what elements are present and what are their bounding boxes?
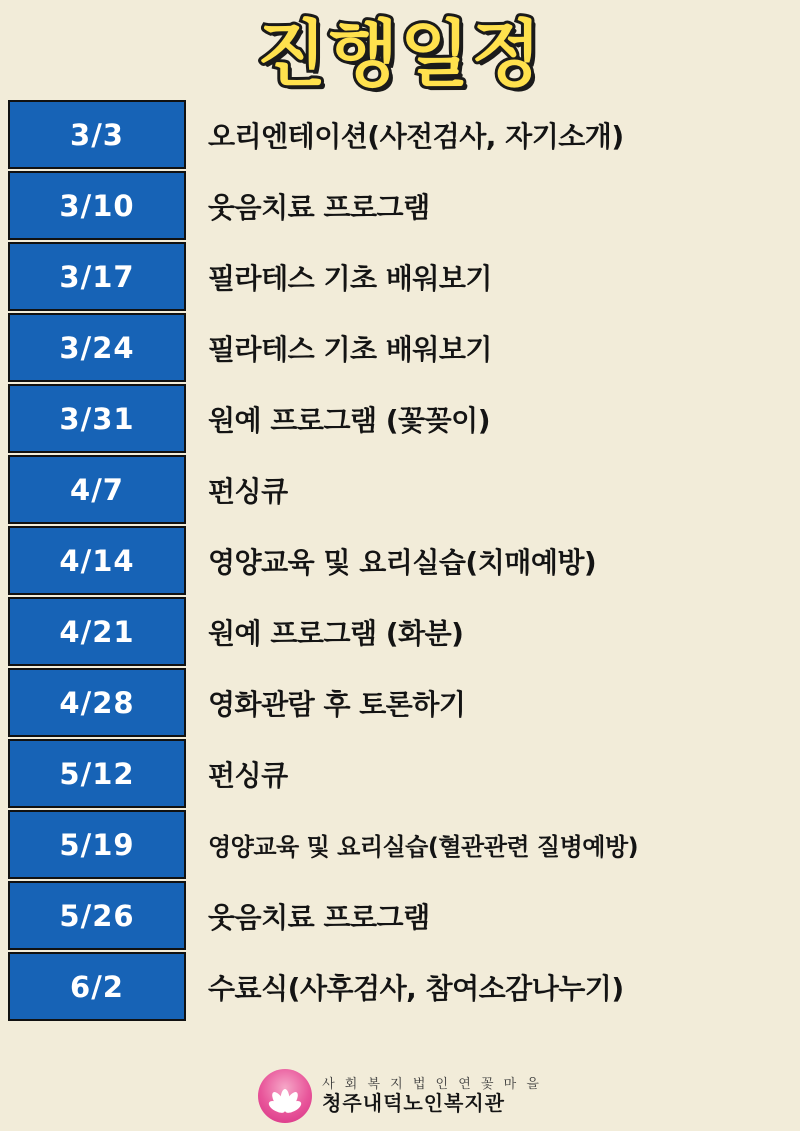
- schedule-date: 6/2: [8, 952, 186, 1021]
- schedule-program: 웃음치료 프로그램: [208, 190, 430, 224]
- schedule-program: 웃음치료 프로그램: [208, 900, 430, 934]
- schedule-date: 4/7: [8, 455, 186, 524]
- schedule-date: 5/19: [8, 810, 186, 879]
- schedule-program: 영양교육 및 요리실습(치매예방): [208, 545, 597, 579]
- schedule-date: 3/10: [8, 171, 186, 240]
- schedule-program: 필라테스 기초 배워보기: [208, 332, 492, 366]
- table-row: [8, 739, 792, 808]
- schedule-program: 원예 프로그램 (꽃꽂이): [208, 403, 491, 437]
- schedule-date: 4/14: [8, 526, 186, 595]
- schedule-program: 영화관람 후 토론하기: [208, 687, 466, 721]
- table-row: [8, 100, 792, 169]
- footer: [0, 1069, 800, 1123]
- schedule-date: 3/3: [8, 100, 186, 169]
- schedule-date: 3/31: [8, 384, 186, 453]
- schedule-program: 펀싱큐: [208, 474, 288, 508]
- schedule-date: 3/17: [8, 242, 186, 311]
- schedule-program: 영양교육 및 요리실습(혈관관련 질병예방): [208, 833, 639, 861]
- table-row: [8, 597, 792, 666]
- table-row: [8, 526, 792, 595]
- table-row: [8, 171, 792, 240]
- schedule-program: 수료식(사후검사, 참여소감나누기): [208, 971, 624, 1005]
- lotus-flower-icon: [258, 1069, 312, 1123]
- schedule-program: 펀싱큐: [208, 758, 288, 792]
- schedule-program: 필라테스 기초 배워보기: [208, 261, 492, 295]
- table-row: [8, 455, 792, 524]
- footer-text: [322, 1077, 542, 1116]
- title-area: [0, 0, 800, 100]
- table-row: [8, 668, 792, 737]
- page-title: 진행일정: [256, 12, 544, 96]
- schedule-table: [0, 100, 800, 1021]
- org-name: 청주내덕노인복지관: [322, 1090, 505, 1115]
- schedule-date: 3/24: [8, 313, 186, 382]
- schedule-date: 5/12: [8, 739, 186, 808]
- schedule-date: 5/26: [8, 881, 186, 950]
- org-type: 사 회 복 지 법 인 연 꽃 마 을: [322, 1076, 542, 1092]
- table-row: [8, 313, 792, 382]
- schedule-program: 오리엔테이션(사전검사, 자기소개): [208, 119, 624, 153]
- schedule-date: 4/21: [8, 597, 186, 666]
- table-row: [8, 384, 792, 453]
- schedule-program: 원예 프로그램 (화분): [208, 616, 464, 650]
- table-row: [8, 242, 792, 311]
- schedule-date: 4/28: [8, 668, 186, 737]
- table-row: [8, 881, 792, 950]
- table-row: [8, 952, 792, 1021]
- table-row: [8, 810, 792, 879]
